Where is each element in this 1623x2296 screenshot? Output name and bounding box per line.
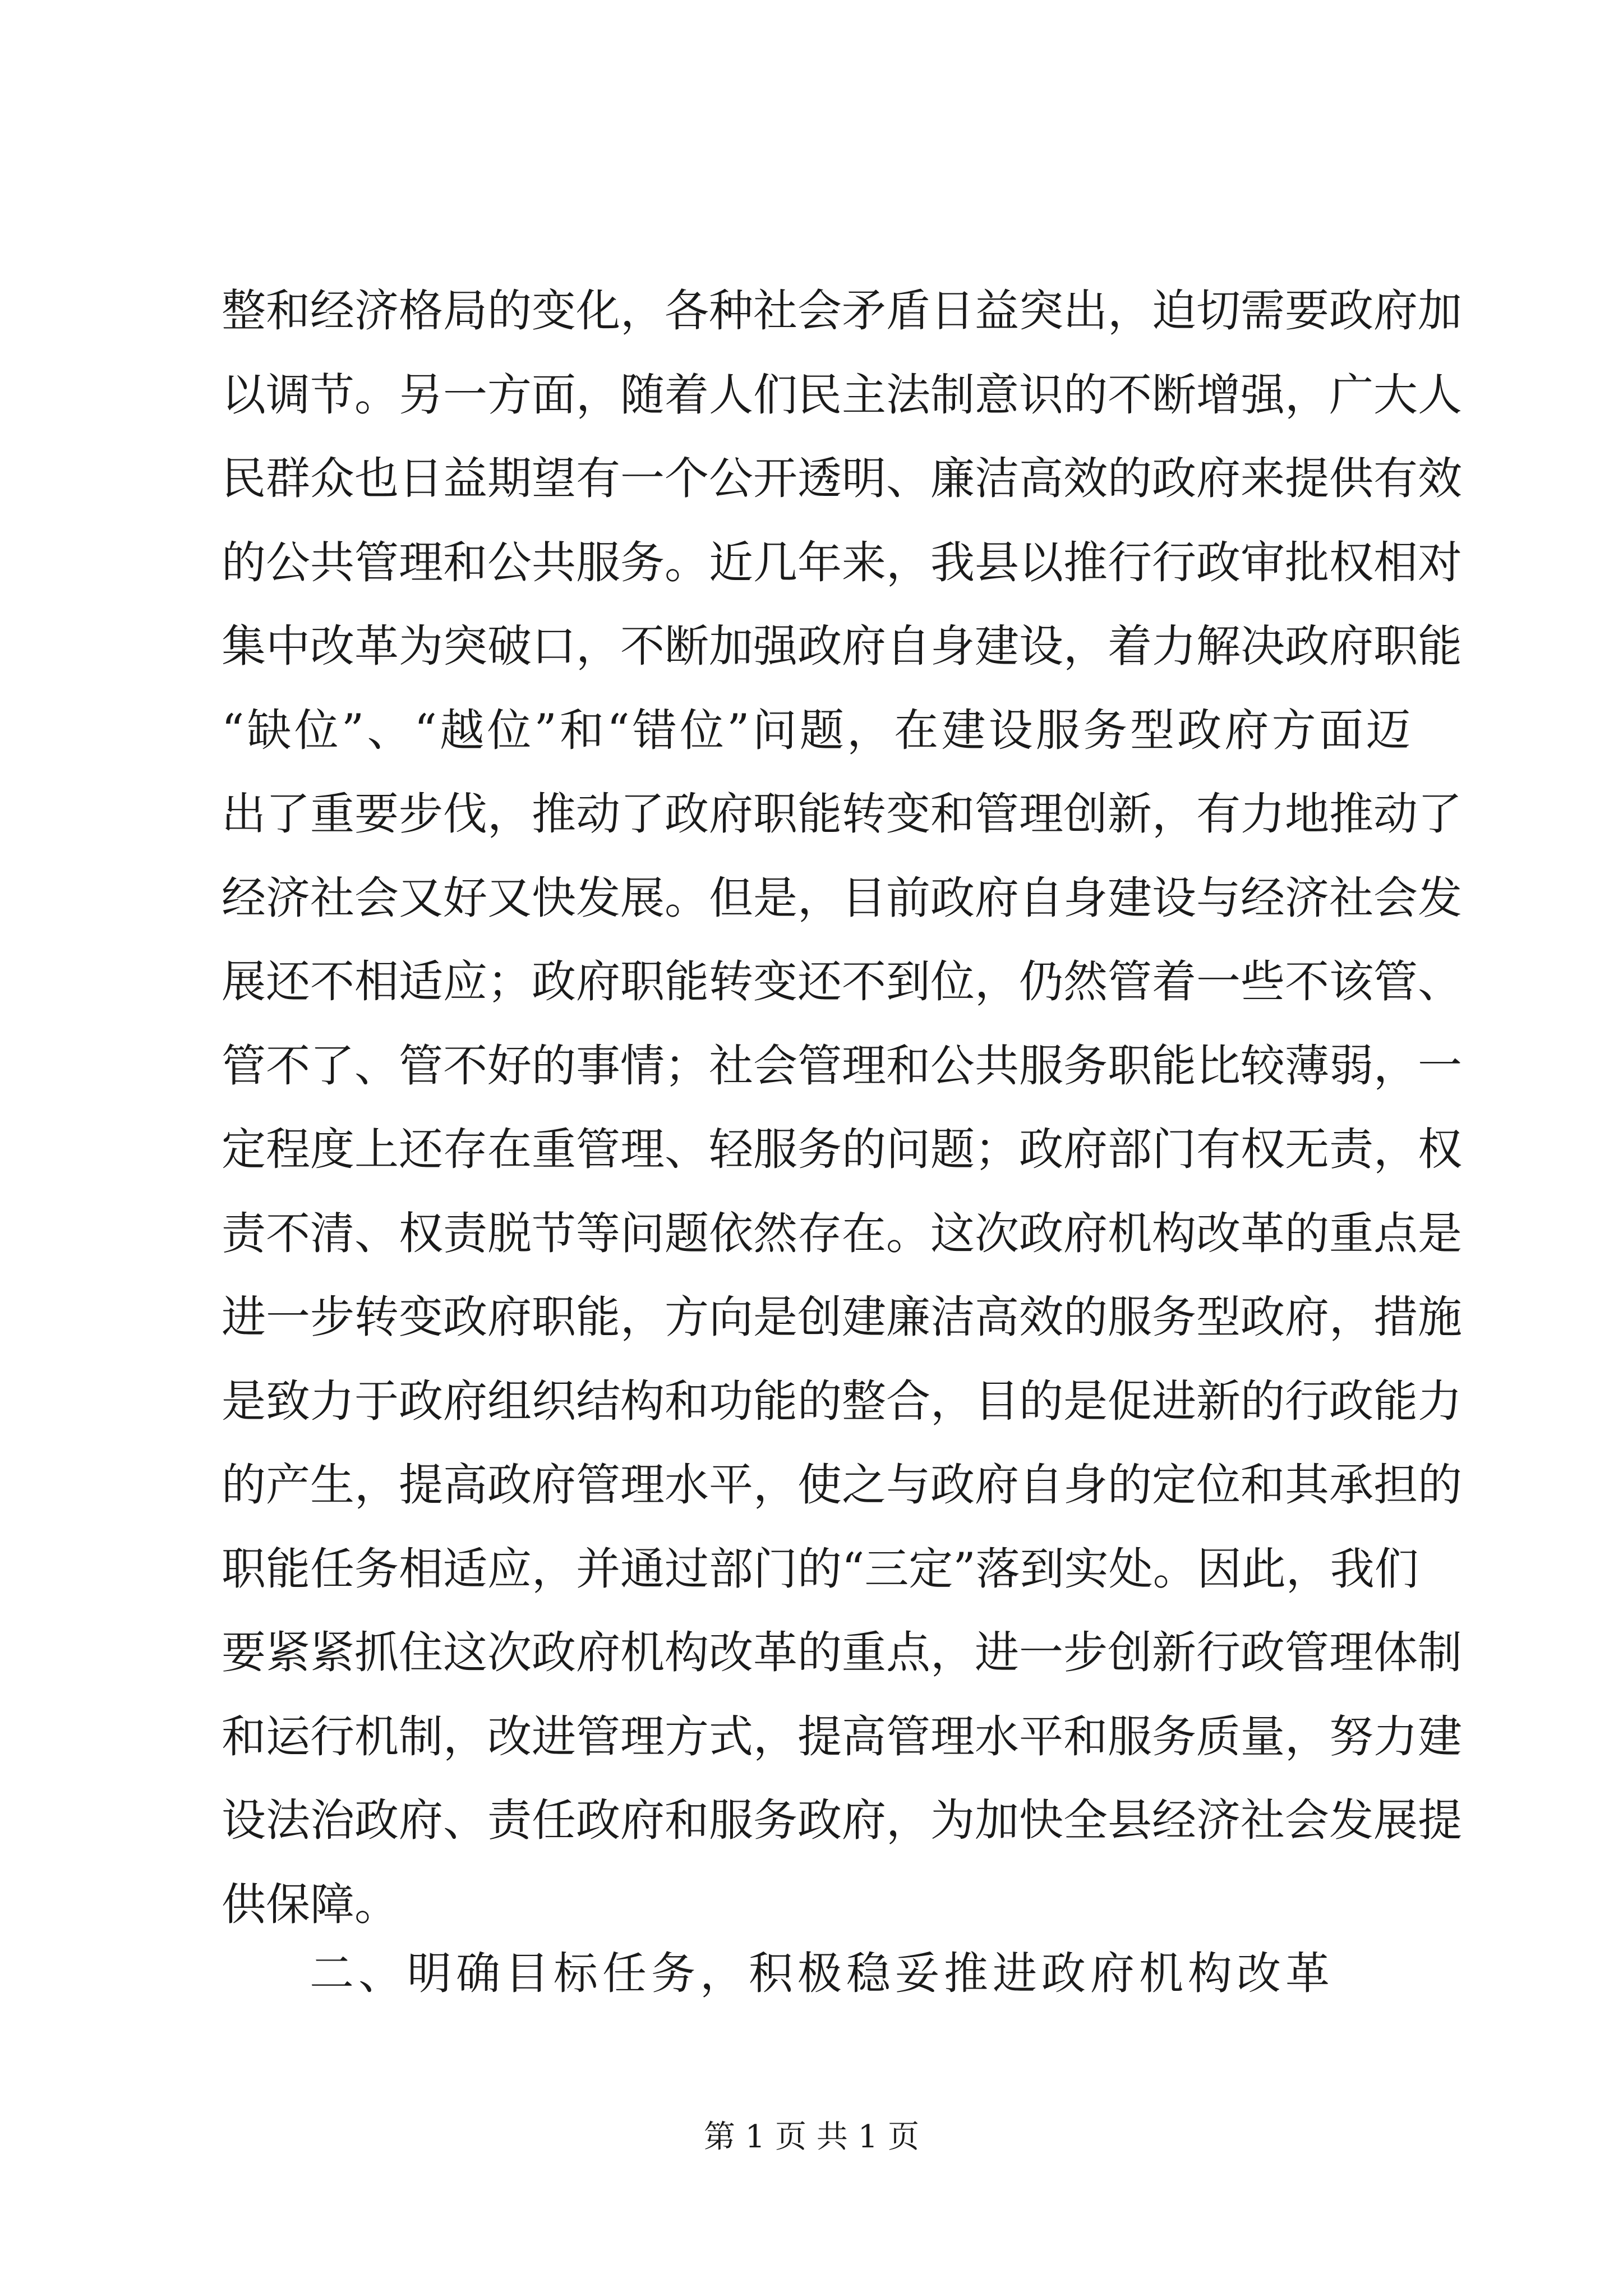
text-line: 经济社会又好又快发展。但是，目前政府自身建设与经济社会发	[222, 872, 1462, 924]
text-line: 的公共管理和公共服务。近几年来，我县以推行行政审批权相对	[222, 536, 1462, 588]
text-line: 职能任务相适应，并通过部门的“三定”落到实处。因此，我们	[222, 1543, 1419, 1595]
text-line: 要紧紧抓住这次政府机构改革的重点，进一步创新行政管理体制	[222, 1627, 1462, 1678]
text-line: 以调节。另一方面，随着人们民主法制意识的不断增强，广大人	[222, 369, 1462, 421]
text-line: 供保障。	[222, 1878, 399, 1930]
text-line: 管不了、管不好的事情；社会管理和公共服务职能比较薄弱，一	[222, 1039, 1462, 1092]
text-line: 定程度上还存在重管理、轻服务的问题；政府部门有权无责，权	[222, 1124, 1462, 1175]
text-line: 的产生，提高政府管理水平，使之与政府自身的定位和其承担的	[222, 1459, 1462, 1511]
text-line: 和运行机制，改进管理方式，提高管理水平和服务质量，努力建	[222, 1710, 1462, 1763]
body-paragraph	[222, 269, 1462, 1947]
text-line: “缺位”、“越位”和“错位”问题，在建设服务型政府方面迈	[222, 704, 1410, 756]
text-line: 集中改革为突破口，不断加强政府自身建设，着力解决政府职能	[222, 620, 1462, 672]
text-line: 设法治政府、责任政府和服务政府，为加快全县经济社会发展提	[222, 1795, 1462, 1846]
text-line: 民群众也日益期望有一个公开透明、廉洁高效的政府来提供有效	[222, 453, 1462, 504]
text-line: 是致力于政府组织结构和功能的整合，目的是促进新的行政能力	[222, 1375, 1462, 1427]
text-line: 责不清、权责脱节等问题依然存在。这次政府机构改革的重点是	[222, 1207, 1462, 1259]
text-line: 进一步转变政府职能，方向是创建廉洁高效的服务型政府，措施	[222, 1291, 1462, 1343]
section-heading: 二、明确目标任务，积极稳妥推进政府机构改革	[310, 1948, 1334, 1999]
text-line: 展还不相适应；政府职能转变还不到位，仍然管着一些不该管、	[222, 956, 1462, 1007]
page-footer: 第 1 页 共 1 页	[703, 2119, 920, 2155]
text-line: 出了重要步伐，推动了政府职能转变和管理创新，有力地推动了	[222, 788, 1462, 840]
text-line: 整和经济格局的变化，各种社会矛盾日益突出，迫切需要政府加	[222, 285, 1462, 337]
